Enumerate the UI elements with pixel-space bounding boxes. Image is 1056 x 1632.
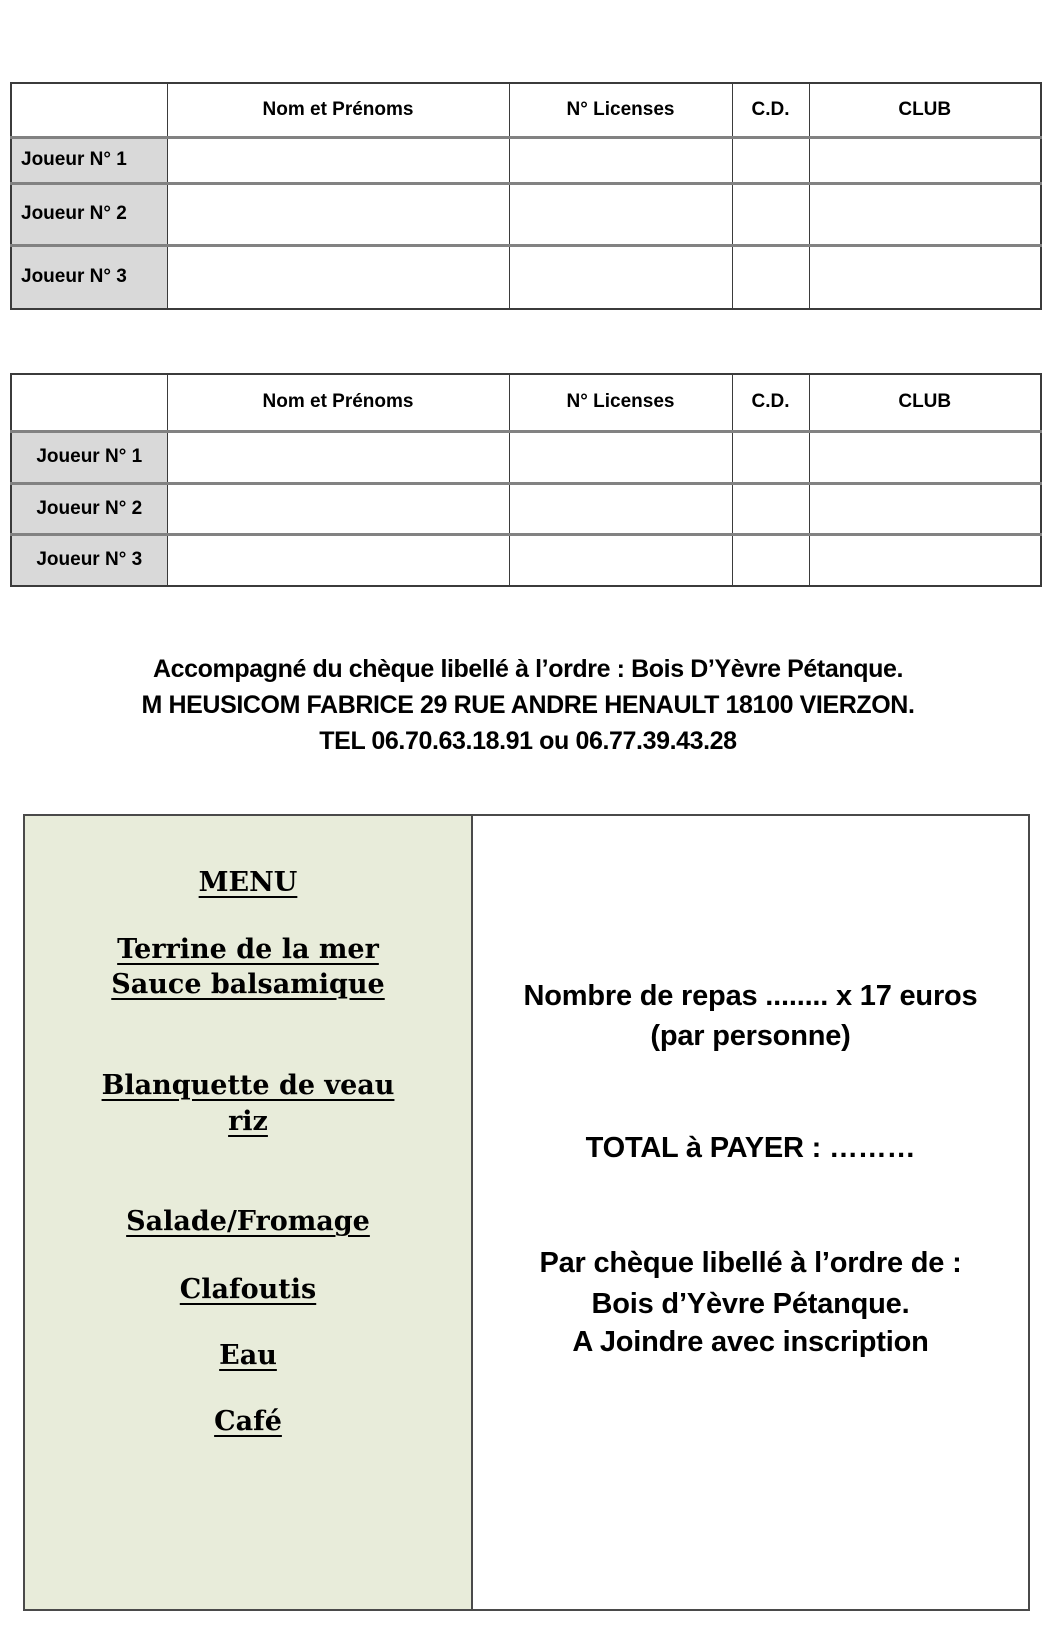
- total-to-pay-line: TOTAL à PAYER : ………: [585, 1132, 916, 1164]
- table-row: [11, 183, 1041, 245]
- menu-item-cafe: Café: [214, 1406, 282, 1437]
- col-header-nom: Nom et Prénoms: [167, 374, 509, 431]
- cheque-instruction-line-3: A Joindre avec inscription: [572, 1326, 929, 1358]
- input-cell-nom[interactable]: [167, 137, 509, 183]
- input-cell-cd[interactable]: [732, 534, 809, 586]
- cheque-instruction-line-1: Par chèque libellé à l’ordre de :: [539, 1247, 962, 1279]
- meals-price-line: Nombre de repas ........ x 17 euros: [523, 980, 978, 1012]
- input-cell-club[interactable]: [809, 431, 1041, 483]
- input-cell-license[interactable]: [509, 137, 732, 183]
- payment-notice-line-2: M HEUSICOM FABRICE 29 RUE ANDRE HENAULT 18100 VIERZON.: [141, 691, 915, 719]
- payment-notice: [0, 651, 1056, 759]
- table-1-header-row: [11, 83, 1041, 137]
- corner-cell: [11, 83, 167, 137]
- col-header-licenses: N° Licenses: [509, 374, 732, 431]
- col-header-cd: C.D.: [732, 374, 809, 431]
- col-header-club: CLUB: [809, 83, 1041, 137]
- input-cell-nom[interactable]: [167, 245, 509, 309]
- input-cell-license[interactable]: [509, 183, 732, 245]
- menu-item-salade-fromage: Salade/Fromage: [126, 1206, 370, 1237]
- table-row: [11, 483, 1041, 534]
- table-row: [11, 245, 1041, 309]
- order-panel: [473, 816, 1028, 1609]
- input-cell-cd[interactable]: [732, 483, 809, 534]
- menu-item-sauce: Sauce balsamique: [111, 969, 385, 1000]
- per-person-line: (par personne): [650, 1020, 851, 1052]
- input-cell-nom[interactable]: [167, 431, 509, 483]
- input-cell-cd[interactable]: [732, 431, 809, 483]
- row-label-joueur-1: Joueur N° 1: [11, 431, 167, 483]
- row-label-joueur-2: Joueur N° 2: [11, 483, 167, 534]
- cheque-instruction-line-2: Bois d’Yèvre Pétanque.: [591, 1288, 910, 1320]
- input-cell-nom[interactable]: [167, 534, 509, 586]
- input-cell-club[interactable]: [809, 483, 1041, 534]
- table-row: [11, 431, 1041, 483]
- menu-title: MENU: [198, 867, 298, 898]
- menu-item-clafoutis: Clafoutis: [179, 1274, 317, 1305]
- input-cell-license[interactable]: [509, 483, 732, 534]
- menu-item-riz: riz: [228, 1106, 268, 1137]
- input-cell-nom[interactable]: [167, 483, 509, 534]
- menu-item-terrine: Terrine de la mer: [117, 934, 379, 965]
- corner-cell: [11, 374, 167, 431]
- menu-order-box: [23, 814, 1030, 1611]
- menu-item-blanquette: Blanquette de veau: [101, 1070, 395, 1101]
- col-header-cd: C.D.: [732, 83, 809, 137]
- input-cell-nom[interactable]: [167, 183, 509, 245]
- row-label-joueur-1: Joueur N° 1: [11, 137, 167, 183]
- input-cell-club[interactable]: [809, 245, 1041, 309]
- input-cell-club[interactable]: [809, 534, 1041, 586]
- col-header-licenses: N° Licenses: [509, 83, 732, 137]
- menu-panel: [25, 816, 473, 1609]
- row-label-joueur-3: Joueur N° 3: [11, 534, 167, 586]
- input-cell-cd[interactable]: [732, 183, 809, 245]
- input-cell-cd[interactable]: [732, 137, 809, 183]
- input-cell-cd[interactable]: [732, 245, 809, 309]
- table-2-header-row: [11, 374, 1041, 431]
- input-cell-license[interactable]: [509, 431, 732, 483]
- input-cell-club[interactable]: [809, 137, 1041, 183]
- players-table-1: [10, 82, 1042, 310]
- row-label-joueur-2: Joueur N° 2: [11, 183, 167, 245]
- row-label-joueur-3: Joueur N° 3: [11, 245, 167, 309]
- players-table-2: [10, 373, 1042, 587]
- col-header-nom: Nom et Prénoms: [167, 83, 509, 137]
- input-cell-license[interactable]: [509, 534, 732, 586]
- payment-notice-line-3: TEL 06.70.63.18.91 ou 06.77.39.43.28: [319, 727, 737, 755]
- menu-item-eau: Eau: [219, 1340, 277, 1371]
- table-row: [11, 137, 1041, 183]
- table-row: [11, 534, 1041, 586]
- input-cell-club[interactable]: [809, 183, 1041, 245]
- input-cell-license[interactable]: [509, 245, 732, 309]
- col-header-club: CLUB: [809, 374, 1041, 431]
- payment-notice-line-1: Accompagné du chèque libellé à l’ordre : Bois D’Yèvre Pétanque.: [152, 655, 903, 683]
